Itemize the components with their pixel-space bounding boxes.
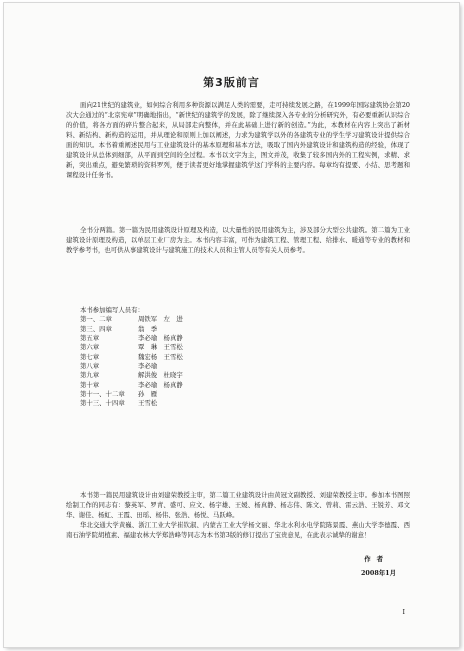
contributor-names: 孙 雁 xyxy=(138,390,158,399)
page-title: 第3版前言 xyxy=(203,76,260,89)
contributor-row xyxy=(66,362,410,371)
preface-paragraph-2: 全书分两篇。第一篇为民用建筑设计原理及构造，以大量性的民用建筑为主，涉及部分大型公共建筑。第二篇为工业建筑设计原理及构造，以单层工业厂房为主。本书内容丰富，可作为建筑工程、管理工程、给排水、暖通等专业的教材和教学参考书，也可供从事建筑设计与建筑施工的技术人员和主管人员等有关人员参考。 xyxy=(66,226,410,254)
contributor-row xyxy=(66,334,410,343)
contributor-names: 王雪松 xyxy=(138,399,158,408)
contributor-names: 李必瑜 xyxy=(138,362,158,371)
contributor-names: 解洪俊 杜晓宇 xyxy=(138,371,183,380)
contributor-row xyxy=(66,381,410,390)
contributor-row xyxy=(66,371,410,380)
contributor-names: 覃 琳 王雪松 xyxy=(138,343,183,352)
chapter-label: 第十三、十四章 xyxy=(80,399,125,408)
document-page xyxy=(4,3,459,647)
contributor-row xyxy=(66,325,410,334)
page-number: I xyxy=(402,608,405,616)
contributor-names: 魏宏杨 王雪松 xyxy=(138,352,183,361)
contributor-names: 周铁军 左 进 xyxy=(138,315,183,324)
chapter-label: 第一、二章 xyxy=(80,315,112,324)
chapter-label: 第十章 xyxy=(80,380,100,389)
chapter-label: 第六章 xyxy=(80,343,100,352)
preface-paragraph-3: 本书第一篇民用建筑设计由刘建荣教授主审，第二篇工业建筑设计由黄冠文副教授、刘建荣教授主审。参加本书图照绘制工作的同志有：黎英军、罗青、盛可、应文、杨宇雄、王媛、杨真静、杨志伟、陈文、曾莉、雷云浩、王锐芳、邓文华、谢佳、杨虹、王霞、田瑶、杨伟、张浩、杨悦、马跃峰。 xyxy=(66,491,410,519)
contributors-intro: 本书参加编写人员有： xyxy=(80,306,144,314)
chapter-label: 第八章 xyxy=(80,362,100,371)
chapter-label: 第十一、十二章 xyxy=(80,390,125,399)
chapter-label: 第三、四章 xyxy=(80,324,112,333)
contributor-row xyxy=(66,399,410,408)
contributor-names: 翁 季 xyxy=(138,324,158,333)
preface-paragraph-4: 华北交通大学黄巍、浙江工业大学崔钦淑、内蒙古工业大学杨文丽、华北水利水电学院陈景霞、燕山大学李德霞、西南石油学院胡植素、福建农林大学郑浩峰等同志为本书第3版的修订提出了宝贵意见，在此表示诚挚的谢意！ xyxy=(66,521,410,539)
contributor-row xyxy=(66,315,410,324)
preface-paragraph-1: 面向21世纪的建筑业，如何综合利用多种资源以满足人类的需要，走可持续发展之路，在1999年国际建筑协会第20次大会通过的“北京宪章”明确地指出，“新世纪的建筑学的发展，除了继续深入各专业的分析研究外，有必要重新认识综合的价值，将各方面的碎片整合起来，从局部走向整体，并在此基础上进行新的创造。”为此，本教材在内容上突出了新材料、新结构、新构造的运用，并从理论和原则上加以阐述，力求为建筑学以外的各建筑专业的学生学习建筑设计提供综合面的知识。本书着重阐述民用与工业建筑设计的基本原理和基本方法，吸取了国内外建筑设计和建筑构造的经验，体现了建筑设计从总体到细部，从平面到空间的全过程。本书以文字为主，图文并茂，收集了较多国内外的工程实例，求精、求新，突出重点，避免繁琐的资料罗列，便于读者更好地掌握建筑学这门学科的主要内容。每章均有提要、小结、思考题和课程设计任务书。 xyxy=(66,101,410,179)
chapter-label: 第五章 xyxy=(80,334,100,343)
contributor-row xyxy=(66,353,410,362)
preface-date: 2008年1月 xyxy=(360,569,396,577)
contributors-list xyxy=(66,306,410,409)
contributor-names: 李必瑜 杨真静 xyxy=(138,380,183,389)
author-signature: 作者 xyxy=(364,555,389,563)
chapter-label: 第九章 xyxy=(80,371,100,380)
contributor-row xyxy=(66,343,410,352)
contributor-names: 李必瑜 杨真静 xyxy=(138,334,183,343)
chapter-label: 第七章 xyxy=(80,352,100,361)
